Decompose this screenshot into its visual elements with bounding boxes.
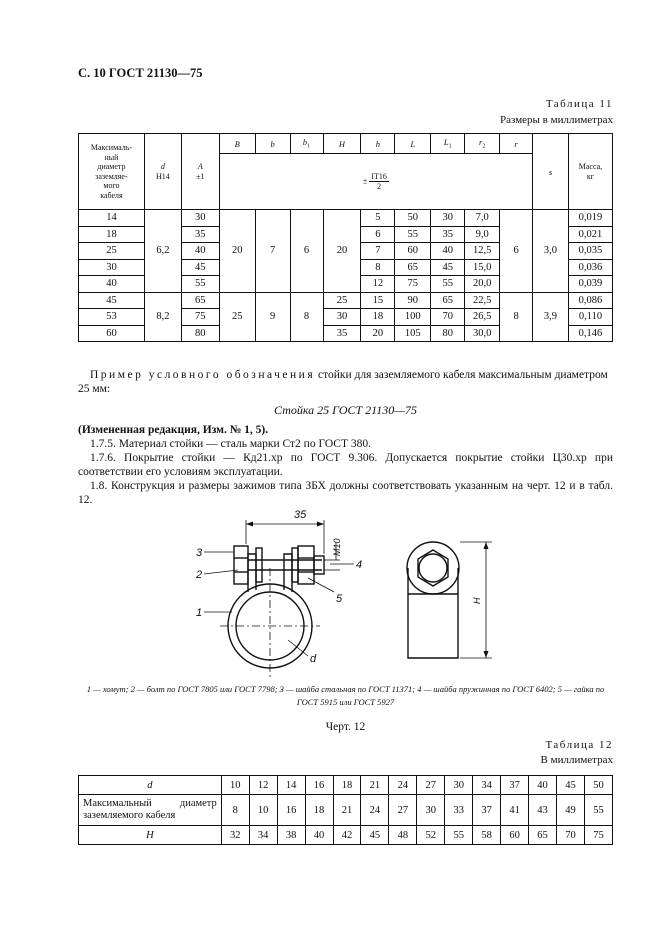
- page-header: С. 10 ГОСТ 21130—75: [78, 66, 203, 80]
- table-11: [78, 133, 613, 342]
- table-12-units: В миллиметрах: [540, 754, 613, 766]
- dim-m10-label: M10: [332, 538, 342, 556]
- example-paragraph: Пример условного обозначения стойки для заземляемого кабеля максимальным диаметром 25 мм:: [78, 369, 608, 395]
- table-12-title: Таблица 12: [545, 739, 613, 751]
- callout-1: 1: [196, 607, 203, 619]
- clamp-drawing: [190, 508, 510, 678]
- table-12-cell: 33: [445, 795, 473, 826]
- table-12-cell: 14: [277, 776, 305, 795]
- table-12-cell: 49: [557, 795, 585, 826]
- table-12-row-d: d 10 12 14 16 18 21 24 27 30 34 37 40 45 50: [79, 776, 613, 795]
- table-12-cell: 42: [333, 826, 361, 845]
- hex-nut-view: [418, 550, 448, 586]
- table-12-cell: 75: [584, 826, 612, 845]
- table-row: 53 75 30 18 100 70 26,5 0,110: [79, 309, 613, 326]
- col-cable-dia: Максималь- ный диаметр заземляе- мого кабеля: [79, 134, 145, 210]
- table-row: 18 35 6 55 35 9,0 0,021: [79, 226, 613, 243]
- col-H: H: [323, 134, 361, 154]
- table-row: 25 40 7 60 40 12,5 0,035: [79, 243, 613, 260]
- table-12-cell: 41: [501, 795, 529, 826]
- table-12-cell: 24: [361, 795, 389, 826]
- table-12-cell: 43: [529, 795, 557, 826]
- table-12-cell: 24: [389, 776, 417, 795]
- table-12-cell: 18: [333, 776, 361, 795]
- callout-4: 4: [356, 559, 363, 571]
- paragraph-1-8: 1.8. Конструкция и размеры зажимов типа ЗБХ должны соответствовать указанным на черт. 12 и в табл. 12.: [78, 480, 613, 506]
- spring-washer: [292, 548, 298, 582]
- figure-caption: 1 — хомут; 2 — болт по ГОСТ 7805 или ГОСТ 7798; 3 — шайба стальная по ГОСТ 11371; 4 — шайба пружинная по ГОСТ 6402; 5 — гайка по ГОСТ 5915 или ГОСТ 5927: [86, 684, 605, 707]
- callout-2: 2: [196, 569, 203, 581]
- table-row: 45 8,2 65 25 9 8 25 15 90 65 22,5 8 3,9 0,086: [79, 292, 613, 309]
- table-12-cell: 8: [221, 795, 249, 826]
- bolt-head: [234, 546, 248, 584]
- table-12-cell: 45: [557, 776, 585, 795]
- designation-example: Стойка 25 ГОСТ 21130—75: [274, 403, 417, 417]
- table-12-cell: 65: [529, 826, 557, 845]
- col-r: r: [500, 134, 533, 154]
- col-L1: $L_1$: [431, 134, 465, 154]
- table-row: 40 55 12 75 55 20,0 0,039: [79, 276, 613, 293]
- table-12-row-H: H 32 34 38 40 42 45 48 52 55 58 60 65 70 75: [79, 826, 613, 845]
- col-B: B: [219, 134, 255, 154]
- steel-washer: [256, 548, 262, 582]
- col-b1: $b_1$: [290, 134, 323, 154]
- col-d: d H14: [144, 134, 181, 210]
- table-12-cell: 10: [249, 795, 277, 826]
- table-12-cell: 18: [305, 795, 333, 826]
- col-h: h: [361, 134, 395, 154]
- col-A: A ±1: [181, 134, 219, 210]
- paragraph-1-7-5: 1.7.5. Материал стойки — сталь марки Ст2 по ГОСТ 380.: [90, 438, 371, 450]
- table-row: 60 80 35 20 105 80 30,0 0,146: [79, 325, 613, 342]
- table-12-cell: 37: [501, 776, 529, 795]
- paragraph-1-7-6: 1.7.6. Покрытие стойки — Кд21.хр по ГОСТ 9.306. Допускается покрытие стойки Ц30.хр при соответствии его условиям эксплуатации.: [78, 452, 613, 478]
- dim-35-label: 35: [294, 509, 307, 521]
- edition-note: (Измененная редакция, Изм. № 1, 5).: [78, 424, 269, 436]
- table-12-cell: 55: [584, 795, 612, 826]
- table-12-cell: 60: [501, 826, 529, 845]
- callout-3: 3: [196, 547, 203, 559]
- table-12-cell: 16: [305, 776, 333, 795]
- callout-5: 5: [336, 593, 343, 605]
- col-r2: $r_2$: [465, 134, 500, 154]
- table-12-cell: 10: [221, 776, 249, 795]
- figure-label: Черт. 12: [325, 721, 366, 733]
- table-12-cell: 37: [473, 795, 501, 826]
- table-12-cell: 27: [389, 795, 417, 826]
- table-12: [78, 775, 613, 845]
- table-12-cell: 58: [473, 826, 501, 845]
- table-12-cell: 34: [473, 776, 501, 795]
- tolerance-row: ± $\frac{IT16}{2}$: [219, 154, 532, 210]
- table-12-cell: 30: [445, 776, 473, 795]
- table-12-row-dia: Максимальный диаметр заземляемого кабеля 8 10 16 18 21 24 27 30 33 37 41 43 49 55: [79, 795, 613, 826]
- table-12-cell: 16: [277, 795, 305, 826]
- table-12-cell: 45: [361, 826, 389, 845]
- table-row: 30 45 8 65 45 15,0 0,036: [79, 259, 613, 276]
- table-12-cell: 27: [417, 776, 445, 795]
- nut: [298, 546, 314, 584]
- table-12-cell: 32: [221, 826, 249, 845]
- table-12-cell: 40: [305, 826, 333, 845]
- table-12-cell: 30: [417, 795, 445, 826]
- table-12-cell: 12: [249, 776, 277, 795]
- table-12-cell: 21: [361, 776, 389, 795]
- table-12-cell: 40: [529, 776, 557, 795]
- clamp-side-view: [408, 588, 458, 658]
- col-b: b: [255, 134, 290, 154]
- table-12-cell: 38: [277, 826, 305, 845]
- col-mass: Масса, кг: [568, 134, 612, 210]
- table-12-cell: 34: [249, 826, 277, 845]
- table-12-cell: 52: [417, 826, 445, 845]
- col-s: s: [533, 134, 569, 210]
- table-12-cell: 50: [584, 776, 612, 795]
- table-12-cell: 48: [389, 826, 417, 845]
- col-L: L: [395, 134, 431, 154]
- table-12-cell: 55: [445, 826, 473, 845]
- dim-H-label: H: [472, 597, 482, 604]
- table-11-units: Размеры в миллиметрах: [500, 114, 613, 126]
- table-12-cell: 70: [557, 826, 585, 845]
- table-12-cell: 21: [333, 795, 361, 826]
- table-row: 14 6,2 30 20 7 6 20 5 50 30 7,0 6 3,0 0,019: [79, 210, 613, 227]
- table-11-title: Таблица 11: [545, 98, 613, 110]
- ring-d-label: d: [310, 653, 317, 665]
